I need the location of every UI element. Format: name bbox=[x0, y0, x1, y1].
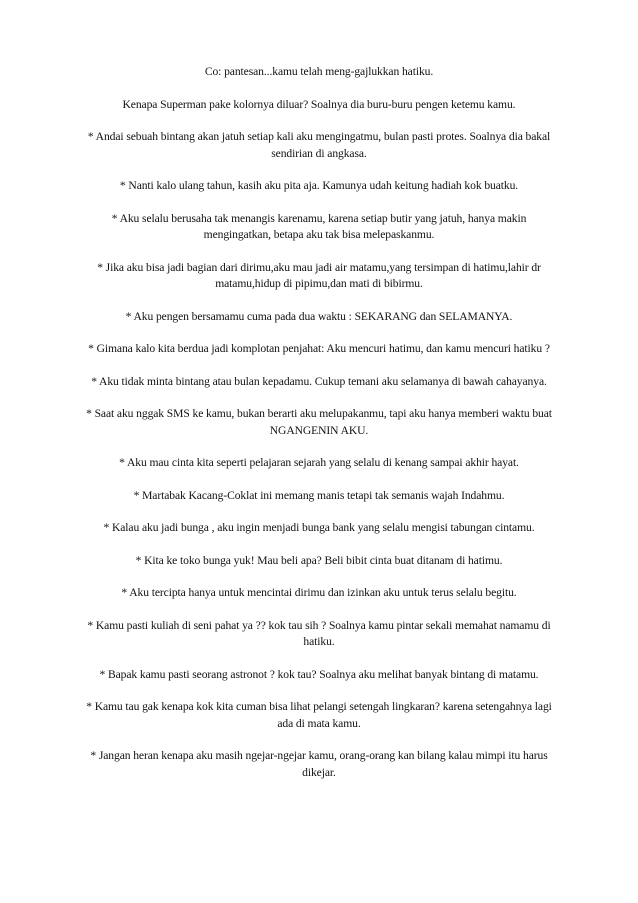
paragraph-6: * Jika aku bisa jadi bagian dari dirimu,aku mau jadi air matamu,yang tersimpan di hatimu,lahir dr matamu,hidup di pipimu,dan mati di bibirmu. bbox=[97, 260, 541, 290]
paragraph-2: Kenapa Superman pake kolornya diluar? Soalnya dia buru-buru pengen ketemu kamu. bbox=[122, 97, 516, 111]
paragraph-5: * Aku selalu berusaha tak menangis karenamu, karena setiap butir yang jatuh, hanya makin mengingatkan, betapa aku tak bisa melepaskanmu. bbox=[111, 211, 527, 241]
paragraph-19: * Jangan heran kenapa aku masih ngejar-ngejar kamu, orang-orang kan bilang kalau mimpi itu harus dikejar. bbox=[90, 749, 548, 779]
paragraph-16: * Kamu pasti kuliah di seni pahat ya ?? kok tau sih ? Soalnya kamu pintar sekali memahat namamu di hatiku. bbox=[87, 618, 551, 648]
paragraph-13: * Kalau aku jadi bunga , aku ingin menjadi bunga bank yang selalu mengisi tabungan cintamu. bbox=[103, 521, 535, 534]
paragraph-9: * Aku tidak minta bintang atau bulan kepadamu. Cukup temani aku selamanya di bawah cahayanya. bbox=[91, 374, 547, 388]
paragraph-18: * Kamu tau gak kenapa kok kita cuman bisa lihat pelangi setengah lingkaran? karena setengahnya lagi ada di mata kamu. bbox=[86, 700, 552, 730]
paragraph-17: * Bapak kamu pasti seorang astronot ? kok tau? Soalnya aku melihat banyak bintang di matamu. bbox=[99, 667, 539, 681]
paragraph-7: * Aku pengen bersamamu cuma pada dua waktu : SEKARANG dan SELAMANYA. bbox=[125, 309, 513, 323]
paragraph-15: * Aku tercipta hanya untuk mencintai dirimu dan izinkan aku untuk terus selalu begitu. bbox=[121, 586, 517, 599]
document-page bbox=[78, 64, 560, 797]
paragraph-11: * Aku mau cinta kita seperti pelajaran sejarah yang selalu di kenang sampai akhir hayat. bbox=[119, 456, 519, 469]
paragraph-4: * Nanti kalo ulang tahun, kasih aku pita aja. Kamunya udah keitung hadiah kok buatku. bbox=[119, 179, 519, 192]
paragraph-10: * Saat aku nggak SMS ke kamu, bukan berarti aku melupakanmu, tapi aku hanya memberi waktu buat NGANGENIN AKU. bbox=[86, 407, 552, 437]
paragraph-12: * Martabak Kacang-Coklat ini memang manis tetapi tak semanis wajah Indahmu. bbox=[133, 488, 505, 502]
paragraph-8: * Gimana kalo kita berdua jadi komplotan penjahat: Aku mencuri hatimu, dan kamu mencuri hatiku ? bbox=[88, 342, 550, 355]
paragraph-1: Co: pantesan...kamu telah meng-gajlukkan hatiku. bbox=[204, 65, 434, 78]
paragraph-14: * Kita ke toko bunga yuk! Mau beli apa? Beli bibit cinta buat ditanam di hatimu. bbox=[135, 553, 503, 567]
paragraph-3: * Andai sebuah bintang akan jatuh setiap kali aku mengingatmu, bulan pasti protes. Soalnya dia bakal sendirian di angkasa. bbox=[87, 130, 551, 160]
